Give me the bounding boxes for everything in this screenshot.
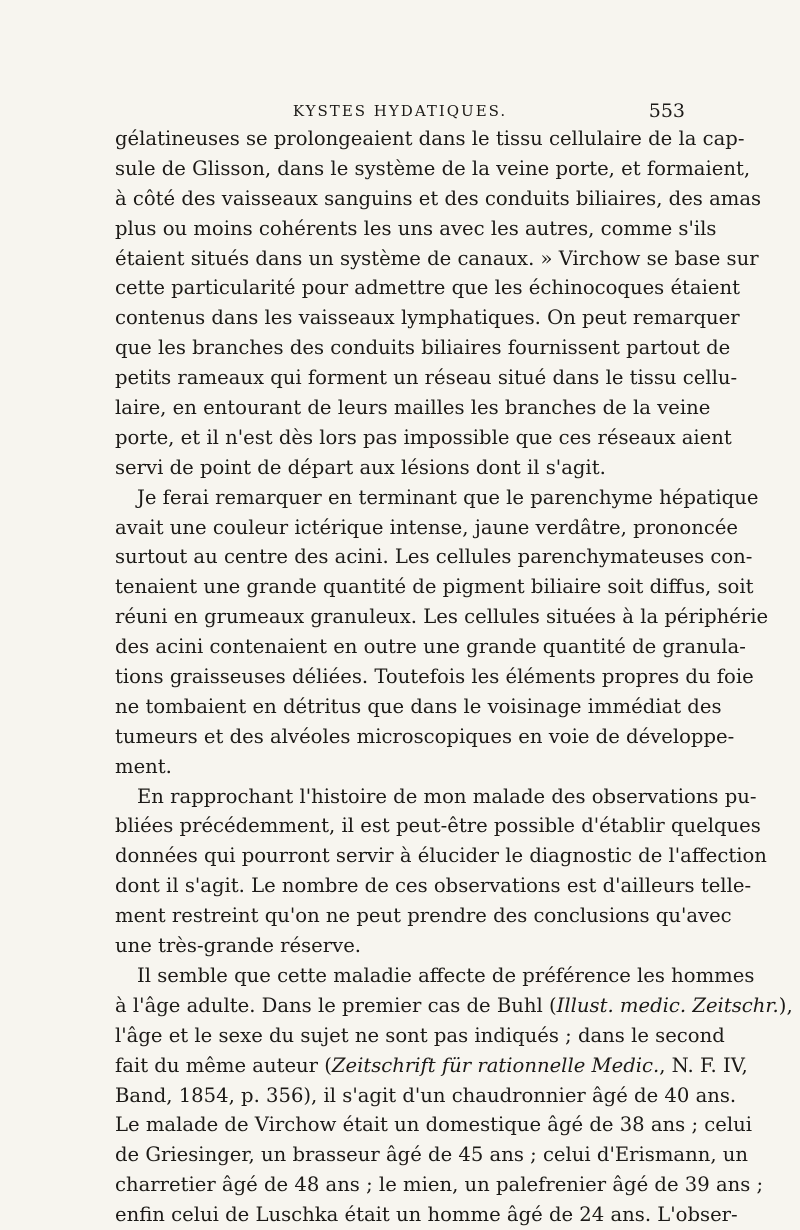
citation-title: Zeitschrift für rationnelle Medic. bbox=[331, 1053, 660, 1077]
text-line: En rapprochant l'histoire de mon malade des observations pu- bbox=[137, 784, 757, 808]
text-line: gélatineuses se prolongeaient dans le tissu cellulaire de la cap- bbox=[115, 127, 745, 150]
text-line: Band, 1854, p. 356), il s'agit d'un chaudronnier âgé de 40 ans. bbox=[115, 1083, 737, 1107]
page-number: 553 bbox=[648, 100, 685, 122]
text-line: bliées précédemment, il est peut-être possible d'établir quelques bbox=[115, 814, 761, 838]
running-head: KYSTES HYDATIQUES. bbox=[292, 102, 508, 120]
text-line: une très-grande réserve. bbox=[115, 934, 362, 958]
text-fragment: fait du même auteur ( bbox=[115, 1053, 332, 1077]
text-line: petits rameaux qui forment un réseau situé dans le tissu cellu- bbox=[115, 366, 738, 390]
text-fragment: à l'âge adulte. Dans le premier cas de Buhl ( bbox=[115, 993, 557, 1017]
text-line: servi de point de départ aux lésions dont il s'agit. bbox=[115, 455, 606, 479]
text-line: tumeurs et des alvéoles microscopiques en voie de développe- bbox=[115, 724, 735, 748]
text-line: Il semble que cette maladie affecte de préférence les hommes bbox=[137, 963, 755, 987]
text-line: avait une couleur ictérique intense, jaune verdâtre, prononcée bbox=[115, 515, 739, 539]
text-line bbox=[115, 1051, 748, 1081]
text-line: des acini contenaient en outre une grande quantité de granula- bbox=[115, 635, 746, 659]
text-line: contenus dans les vaisseaux lymphatiques. On peut remarquer bbox=[115, 306, 740, 330]
text-line: surtout au centre des acini. Les cellules parenchymateuses con- bbox=[115, 545, 753, 569]
text-line: ment. bbox=[115, 754, 172, 778]
text-line: tions graisseuses déliées. Toutefois les éléments propres du foie bbox=[115, 665, 754, 689]
citation-title: Illust. medic. Zeitschr. bbox=[556, 993, 779, 1017]
text-line: de Griesinger, un brasseur âgé de 45 ans ; celui d'Erismann, un bbox=[115, 1143, 749, 1167]
text-line: l'âge et le sexe du sujet ne sont pas indiqués ; dans le second bbox=[115, 1023, 725, 1047]
text-line: porte, et il n'est dès lors pas impossible que ces réseaux aient bbox=[115, 425, 732, 449]
text-line: cette particularité pour admettre que les échinocoques étaient bbox=[115, 276, 740, 300]
text-line: ne tombaient en détritus que dans le voisinage immédiat des bbox=[115, 694, 722, 718]
text-line: à côté des vaisseaux sanguins et des conduits biliaires, des amas bbox=[115, 186, 762, 210]
text-line: données qui pourront servir à élucider le diagnostic de l'affection bbox=[115, 844, 767, 868]
text-line: laire, en entourant de leurs mailles les branches de la veine bbox=[115, 396, 711, 420]
text-line: Je ferai remarquer en terminant que le parenchyme hépatique bbox=[137, 485, 759, 509]
text-line bbox=[115, 991, 793, 1021]
text-fragment: ), bbox=[778, 993, 793, 1017]
page-header bbox=[115, 100, 685, 124]
text-line: plus ou moins cohérents les uns avec les autres, comme s'ils bbox=[115, 216, 717, 240]
text-line: charretier âgé de 48 ans ; le mien, un palefrenier âgé de 39 ans ; bbox=[115, 1173, 764, 1197]
text-line: ment restreint qu'on ne peut prendre des conclusions qu'avec bbox=[115, 904, 732, 928]
text-line: réuni en grumeaux granuleux. Les cellules situées à la périphérie bbox=[115, 605, 769, 629]
text-line: enfin celui de Luschka était un homme âgé de 24 ans. L'obser- bbox=[115, 1203, 738, 1227]
body-text bbox=[115, 124, 793, 1230]
text-line: Le malade de Virchow était un domestique âgé de 38 ans ; celui bbox=[115, 1113, 752, 1137]
text-line: tenaient une grande quantité de pigment biliaire soit diffus, soit bbox=[115, 575, 754, 599]
text-line: étaient situés dans un système de canaux. » Virchow se base sur bbox=[115, 246, 759, 270]
text-fragment: , N. F. IV, bbox=[659, 1053, 748, 1077]
text-line: que les branches des conduits biliaires fournissent partout de bbox=[115, 336, 731, 360]
text-line: sule de Glisson, dans le système de la veine porte, et formaient, bbox=[115, 156, 751, 180]
text-line: dont il s'agit. Le nombre de ces observations est d'ailleurs telle- bbox=[115, 874, 752, 898]
